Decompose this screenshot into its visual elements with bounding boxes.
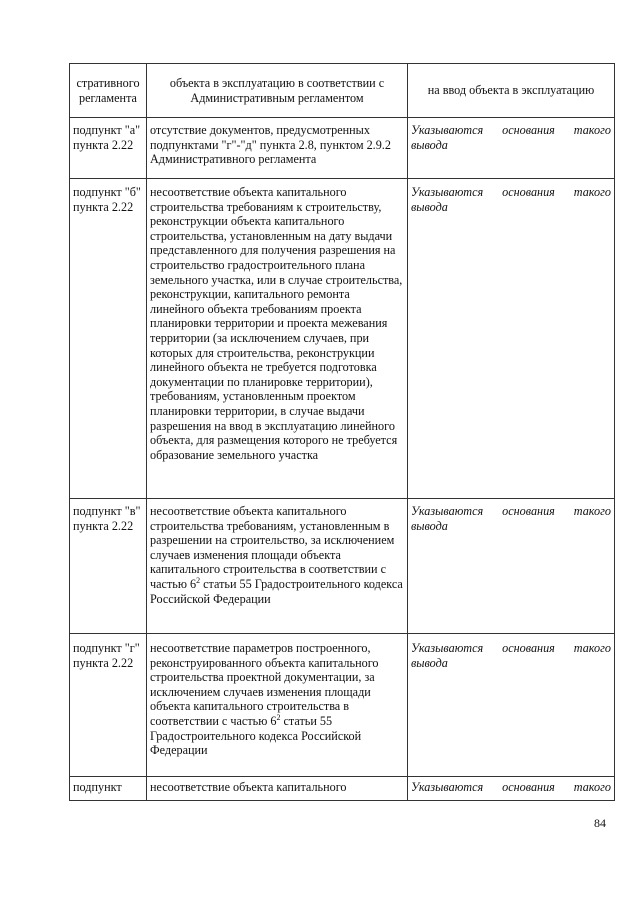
reason-text: несоответствие параметров построенного, реконструированного объекта капитального строительства проектной документации, за исключением случаев изменения площади объекта капитального строительства в соответствии с частью 6 — [150, 641, 379, 728]
reason-cell: отсутствие документов, предусмотренных подпунктами "г"-"д" пункта 2.8, пунктом 2.9.2 Административного регламента — [147, 118, 408, 179]
explanation-cell — [408, 634, 615, 777]
explanation-cell — [408, 777, 615, 801]
reason-cell: несоответствие объекта капитального строительства требованиям к строительству, реконструкции объекта капитального строительства, установленным на дату выдачи представленного для получения разрешения на строительство градостроительного плана земельного участка, или в случае строительства, реконструкции, капитального ремонта линейного объекта требованиям проекта планировки территории и проекта межевания территории (за исключением случаев, при которых для строительства, реконструкции линейного объекта не требуется подготовка документации по планировке территории), требованиям, установленным проектом планировки территории, в случае выдачи разрешения на ввод в эксплуатацию линейного объекта, для размещения которого не требуется образование земельного участка — [147, 179, 408, 499]
clause-cell: подпункт "в" пункта 2.22 — [70, 499, 147, 634]
explanation-word: такого — [573, 185, 611, 199]
explanation-word: вывода — [411, 199, 448, 214]
superscript: 2 — [196, 575, 201, 585]
explanation-word: основания — [502, 504, 555, 518]
explanation-word: такого — [573, 780, 611, 794]
explanation-word: вывода — [411, 655, 448, 670]
explanation-word: Указываются — [411, 185, 484, 199]
explanation-word: такого — [573, 641, 611, 655]
clause-cell: подпункт "а" пункта 2.22 — [70, 118, 147, 179]
clause-cell: подпункт "б" пункта 2.22 — [70, 179, 147, 499]
superscript: 2 — [276, 712, 281, 722]
table-row — [70, 118, 615, 179]
explanation-word: основания — [502, 641, 555, 655]
table-row — [70, 179, 615, 499]
clause-cell: подпункт — [70, 777, 147, 801]
refusal-grounds-table — [69, 63, 615, 801]
explanation-word: основания — [502, 123, 555, 137]
explanation-word: основания — [502, 185, 555, 199]
explanation-cell — [408, 118, 615, 179]
explanation-word: такого — [573, 123, 611, 137]
explanation-word: Указываются — [411, 504, 484, 518]
table-row — [70, 634, 615, 777]
reason-text: статьи 55 Градостроительного кодекса Российской Федерации — [150, 713, 362, 758]
reason-cell — [147, 499, 408, 634]
header-cell-refusal-ground: объекта в эксплуатацию в соответствии с Административным регламентом — [147, 64, 408, 118]
page-number: 84 — [594, 816, 606, 830]
reason-text: статьи 55 Градостроительного кодекса Российской Федерации — [150, 576, 403, 606]
explanation-word: Указываются — [411, 123, 484, 137]
header-cell-regulation-clause: стративного регламента — [70, 64, 147, 118]
explanation-word: вывода — [411, 137, 448, 152]
table-row — [70, 499, 615, 634]
reason-cell — [147, 634, 408, 777]
explanation-cell — [408, 499, 615, 634]
table-header-row — [70, 64, 615, 118]
reason-cell: несоответствие объекта капитального — [147, 777, 408, 801]
reason-text: несоответствие объекта капитального строительства требованиям, установленным в разрешении на строительство, за исключением случаев изменения площади объекта капитального строительства в соответствии с частью 6 — [150, 504, 395, 591]
explanation-word: основания — [502, 780, 555, 794]
explanation-word: Указываются — [411, 780, 484, 794]
clause-cell: подпункт "г" пункта 2.22 — [70, 634, 147, 777]
explanation-word: вывода — [411, 518, 448, 533]
explanation-cell — [408, 179, 615, 499]
table-row — [70, 777, 615, 801]
explanation-word: такого — [573, 504, 611, 518]
header-cell-explanation: на ввод объекта в эксплуатацию — [408, 64, 615, 118]
explanation-word: Указываются — [411, 641, 484, 655]
